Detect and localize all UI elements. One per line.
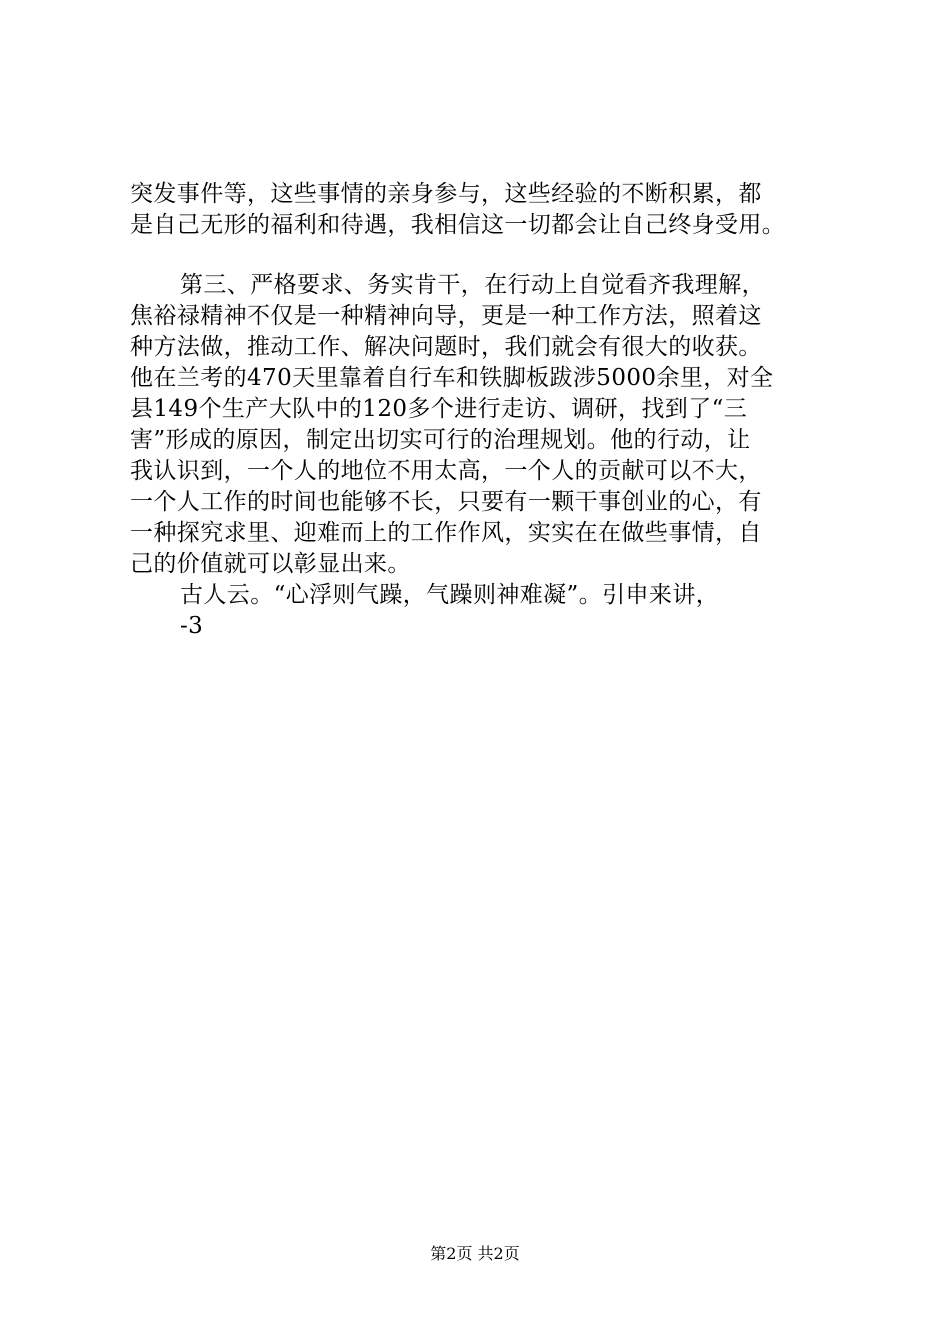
paragraph-3-line-2: -3: [180, 613, 204, 639]
paragraph-2-line-9: 一种探究求里、迎难而上的工作作风，实实在在做些事情，自: [130, 520, 762, 546]
paragraph-2-line-8: 一个人工作的时间也能够不长，只要有一颗干事创业的心，有: [130, 489, 762, 515]
paragraph-2-line-5: 县149个生产大队中的120多个进行走访、调研，找到了“三: [130, 396, 748, 422]
paragraph-2-line-10: 己的价值就可以彰显出来。: [130, 551, 411, 577]
paragraph-2-line-4: 他在兰考的470天里靠着自行车和铁脚板跋涉5000余里，对全: [130, 365, 774, 391]
paragraph-2-line-2: 焦裕禄精神不仅是一种精神向导，更是一种工作方法，照着这: [130, 303, 762, 329]
paragraph-2-line-6: 害”形成的原因，制定出切实可行的治理规划。他的行动，让: [130, 427, 751, 453]
paragraph-2-line-7: 我认识到，一个人的地位不用太高，一个人的贡献可以不大，: [130, 458, 762, 484]
paragraph-1-line-2: 是自己无形的福利和待遇，我相信这一切都会让自己终身受用。: [130, 212, 786, 238]
paragraph-2-line-1: 第三、严格要求、务实肯干，在行动上自觉看齐我理解，: [180, 272, 765, 298]
paragraph-2-line-3: 种方法做，推动工作、解决问题时，我们就会有很大的收获。: [130, 334, 762, 360]
page-number-footer: 第2页 共2页: [430, 1244, 520, 1263]
paragraph-1-line-1: 突发事件等，这些事情的亲身参与，这些经验的不断积累，都: [130, 181, 762, 207]
paragraph-3-line-1: 古人云。“心浮则气躁，气躁则神难凝”。引申来讲，: [180, 582, 720, 608]
